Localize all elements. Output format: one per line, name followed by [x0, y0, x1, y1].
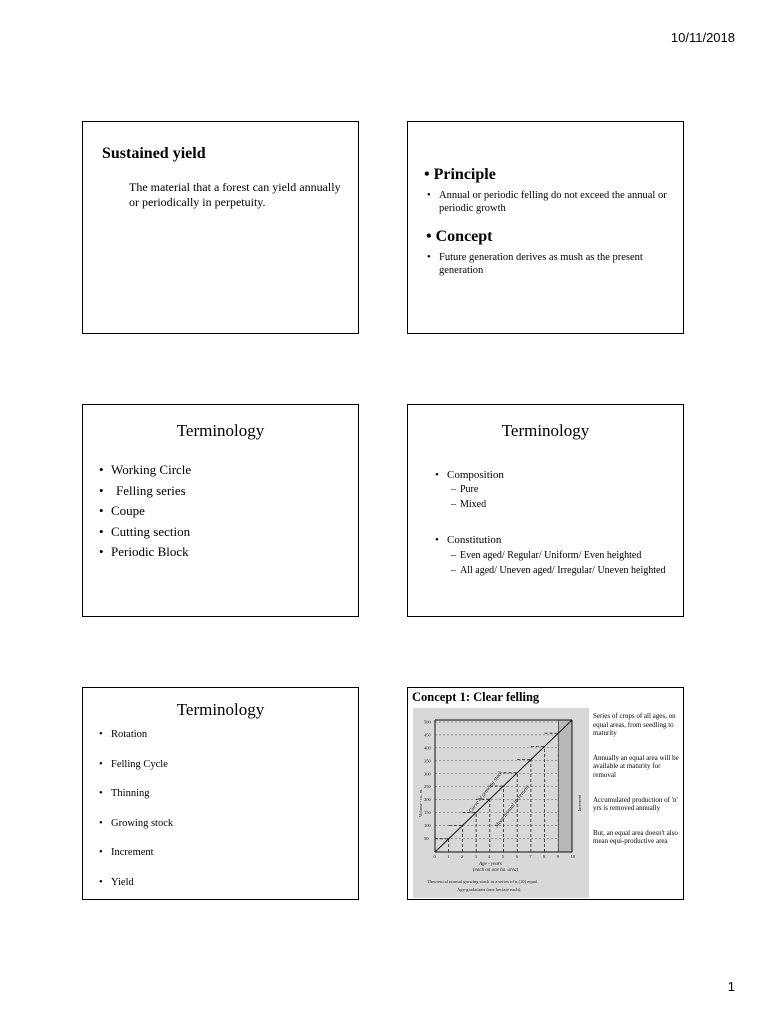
figure-x-label-2: (each on one ha. area): [473, 868, 519, 873]
growing-stock-diagram: [413, 708, 589, 898]
constitution-group: [435, 533, 675, 577]
list-item: • Working Circle: [99, 460, 349, 481]
figure-x-tick: 9: [556, 854, 560, 859]
list-subitem: – Even aged/ Regular/ Uniform/ Even heighted: [451, 550, 675, 562]
figure-right-column: [558, 720, 572, 852]
composition-sublist: [451, 482, 675, 512]
figure-y-tick: 250: [424, 784, 431, 790]
figure-x-tick: 0: [433, 854, 436, 859]
slide-title: Terminology: [176, 700, 265, 719]
list-item: • Thinning: [99, 787, 349, 800]
list-subitem: – All aged/ Uneven aged/ Irregular/ Uneven heighted: [451, 565, 675, 577]
list-item: • Periodic Block: [99, 542, 349, 563]
list-subitem: – Pure: [451, 482, 675, 497]
list-item: • Annual or periodic felling do not exceed the annual or periodic growth: [427, 189, 672, 215]
figure-y-tick: 350: [424, 758, 431, 764]
figure-y-tick: 500: [424, 719, 431, 725]
list-item: • Future generation derives as mush as the present generation: [427, 251, 672, 277]
figure-x-ticks: [434, 854, 576, 859]
figure-right-label: Increment: [577, 794, 582, 812]
list-item: • Felling Cycle: [99, 758, 349, 771]
list-item: • Felling series: [99, 481, 349, 502]
figure-y-ticks: [424, 720, 432, 841]
figure-y-tick: 150: [424, 810, 431, 816]
figure-y-tick: 450: [424, 732, 431, 738]
slide-sustained-yield: [82, 121, 359, 334]
figure-x-tick: 6: [515, 854, 518, 859]
figure-x-tick: 4: [488, 854, 491, 859]
figure-y-tick: 200: [424, 797, 431, 803]
list-item: • Constitution: [435, 533, 675, 547]
figure-diagonal-line: [435, 720, 572, 852]
list-item: • Rotation: [99, 728, 349, 741]
terminology-list: [99, 460, 349, 563]
figure-y-tick: 100: [424, 823, 431, 829]
slide-title: Sustained yield: [102, 145, 206, 162]
note-text: Accumulated production of 'n' yrs is removed annually: [593, 795, 678, 813]
slide-terminology-3: [82, 687, 359, 900]
bullet-icon: •: [424, 166, 434, 183]
figure-caption-1: Theoretical normal growing stock in a series of n (10) equal: [427, 879, 538, 884]
figure-x-tick: 3: [474, 854, 477, 859]
figure-x-tick: 5: [502, 854, 505, 859]
slide-title: Terminology: [501, 421, 590, 440]
figure-curve-label-2: Mean annual increment: [493, 784, 531, 830]
principle-heading: • Principle: [424, 166, 496, 183]
list-item: • Increment: [99, 846, 349, 859]
list-item: • Coupe: [99, 501, 349, 522]
bullet-icon: •: [426, 228, 436, 245]
slide-title: Concept 1: Clear felling: [412, 690, 540, 704]
note-text: Annually an equal area will be available at maturity for removal: [593, 753, 679, 779]
page-number: 1: [727, 979, 735, 994]
concept-heading: • Concept: [426, 228, 493, 245]
figure-x-tick: 2: [460, 854, 464, 859]
figure-x-tick: 10: [570, 854, 575, 859]
slide-title: Terminology: [176, 421, 265, 440]
figure-caption-2: Age-gradations (one hectare each).: [457, 887, 522, 892]
figure-y-tick: 50: [424, 835, 429, 841]
list-item: • Composition: [435, 468, 675, 482]
figure-y-label: Volume - cu. m.: [418, 788, 423, 818]
list-item: • Growing stock: [99, 817, 349, 830]
terminology-list: [99, 728, 349, 889]
slide-terminology-1: [82, 404, 359, 617]
figure-notes: [593, 712, 683, 846]
page-date: 10/11/2018: [670, 30, 735, 45]
figure-y-tick: 400: [424, 745, 431, 751]
note-text: Series of crops of all ages, on equal areas, from seedling to maturity: [593, 712, 676, 738]
list-subitem: – Mixed: [451, 497, 675, 512]
figure-x-tick: 1: [447, 854, 450, 859]
figure-x-tick: 7: [529, 854, 532, 859]
figure-x-tick: 8: [543, 854, 546, 859]
constitution-sublist: [451, 550, 675, 577]
figure-y-tick: 300: [424, 771, 431, 777]
note-text: But, an equal area doesn't also mean equi-productive area: [593, 828, 678, 846]
slide-body-text: The material that a forest can yield annually or periodically in perpetuity.: [129, 180, 341, 209]
clear-felling-figure: [413, 708, 589, 898]
list-item: • Yield: [99, 876, 349, 889]
slide-principle-concept: [407, 121, 684, 334]
list-item: • Cutting section: [99, 522, 349, 543]
slide-terminology-2: [407, 404, 684, 617]
concept-text: [427, 251, 672, 277]
figure-x-label-1: Age - years: [479, 862, 502, 867]
slide-clear-felling: [407, 687, 684, 900]
figure-curve-label-1: Curve of growing stock: [467, 770, 505, 815]
composition-group: [435, 468, 675, 512]
principle-text: [427, 189, 672, 215]
